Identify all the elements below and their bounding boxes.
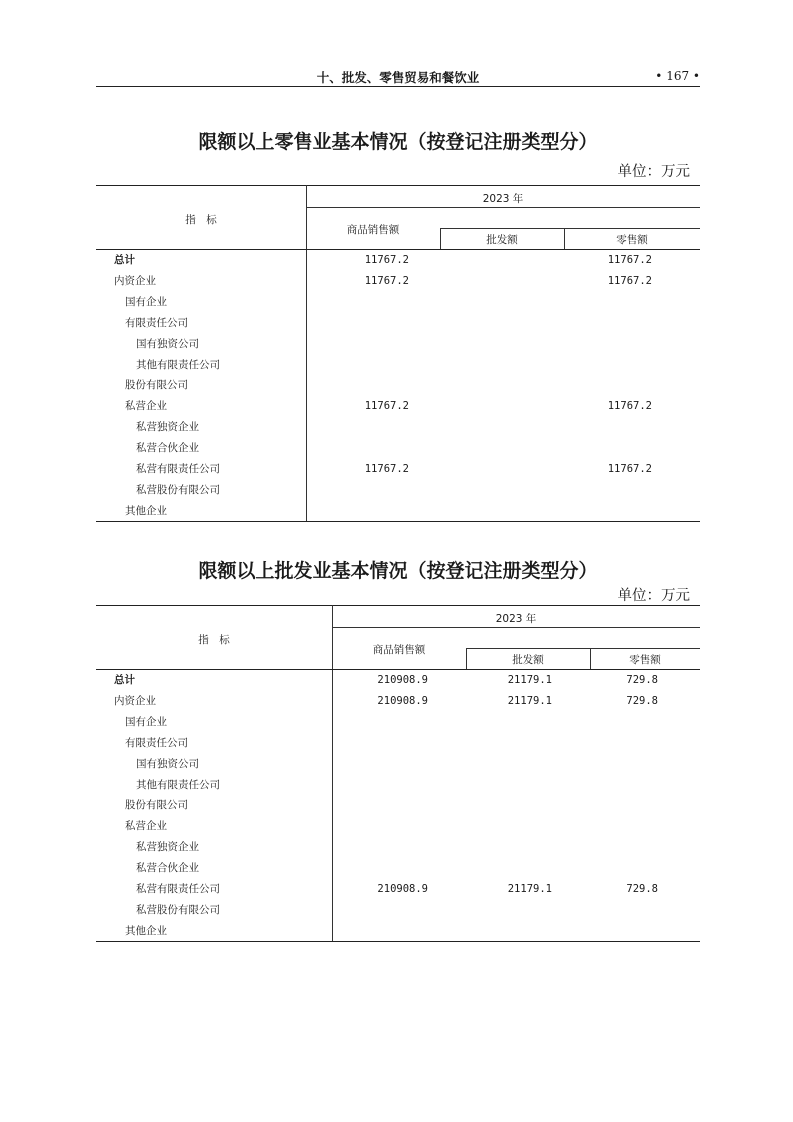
running-title: 十、批发、零售贸易和餐饮业 — [316, 70, 480, 85]
cell-retail: 729.8 — [626, 883, 658, 895]
row-label: 内资企业 — [114, 274, 156, 287]
row-label: 私营独资企业 — [136, 841, 199, 854]
table-row — [96, 670, 700, 691]
table-top-rule — [96, 605, 700, 606]
year-header: 2023 年 — [482, 193, 524, 205]
row-label: 私营股份有限公司 — [136, 903, 220, 916]
table-row — [96, 396, 700, 417]
row-label: 股份有限公司 — [125, 379, 188, 392]
cell-wholesale: 21179.1 — [507, 694, 552, 707]
header-subrule — [466, 648, 700, 649]
row-label: 其他有限责任公司 — [136, 358, 220, 371]
table-row — [96, 921, 700, 942]
table-row — [96, 271, 700, 292]
table-row — [96, 313, 700, 334]
table-row — [96, 858, 700, 879]
indicator-header: 指 标 — [198, 634, 230, 646]
table-row — [96, 250, 700, 271]
row-label: 私营企业 — [125, 820, 167, 833]
table-row — [96, 375, 700, 396]
table-row — [96, 879, 700, 900]
header-subrule — [440, 228, 700, 229]
table-row — [96, 459, 700, 480]
retail-header: 零售额 — [629, 654, 661, 666]
unit-label: 单位：万元 — [617, 164, 690, 180]
table-row — [96, 900, 700, 921]
cell-sales: 210908.9 — [377, 883, 428, 895]
row-label: 有限责任公司 — [125, 316, 188, 329]
unit-label: 单位：万元 — [617, 588, 690, 604]
row-label: 私营合伙企业 — [136, 862, 199, 875]
retail-header: 零售额 — [616, 234, 648, 246]
cell-retail: 11767.2 — [607, 463, 652, 475]
table-title: 限额以上批发业基本情况（按登记注册类型分） — [198, 560, 598, 582]
wholesale-header: 批发额 — [512, 654, 544, 666]
table-row — [96, 334, 700, 355]
row-label: 国有企业 — [125, 715, 167, 728]
row-label: 私营合伙企业 — [136, 442, 199, 455]
table-row — [96, 775, 700, 796]
row-label: 国有企业 — [125, 295, 167, 308]
row-label: 股份有限公司 — [125, 799, 188, 812]
table-row — [96, 355, 700, 376]
cell-retail: 729.8 — [626, 694, 658, 707]
row-label: 私营独资企业 — [136, 421, 199, 434]
table-row — [96, 837, 700, 858]
page-number: • 167 • — [655, 69, 700, 83]
row-label: 国有独资公司 — [136, 757, 199, 770]
sales-header: 商品销售额 — [372, 644, 426, 656]
cell-sales: 11767.2 — [364, 254, 409, 266]
table-row — [96, 480, 700, 501]
data-table — [96, 605, 700, 942]
table-bottom-rule — [96, 521, 700, 522]
retail-table-section — [96, 120, 700, 530]
row-label: 国有独资公司 — [136, 337, 199, 350]
cell-sales: 11767.2 — [364, 274, 409, 287]
table-row — [96, 417, 700, 438]
table-row — [96, 712, 700, 733]
table-title: 限额以上零售业基本情况（按登记注册类型分） — [198, 131, 598, 153]
data-table — [96, 185, 700, 522]
cell-wholesale: 21179.1 — [507, 674, 552, 686]
row-label: 其他企业 — [125, 924, 167, 937]
header-rule — [306, 207, 700, 208]
cell-retail: 11767.2 — [607, 254, 652, 266]
row-label: 内资企业 — [114, 694, 156, 707]
header-rule — [332, 627, 700, 628]
table-row — [96, 691, 700, 712]
table-row — [96, 816, 700, 837]
table-row — [96, 754, 700, 775]
wholesale-table-section — [96, 540, 700, 950]
row-label: 私营股份有限公司 — [136, 483, 220, 496]
row-label: 其他有限责任公司 — [136, 778, 220, 791]
row-label: 私营有限责任公司 — [136, 883, 220, 895]
table-row — [96, 795, 700, 816]
cell-sales: 11767.2 — [364, 400, 409, 413]
table-row — [96, 501, 700, 522]
row-label: 总计 — [114, 254, 135, 266]
wholesale-header: 批发额 — [486, 234, 518, 246]
cell-sales: 210908.9 — [377, 694, 428, 707]
sales-header: 商品销售额 — [346, 224, 400, 236]
cell-wholesale: 21179.1 — [507, 883, 552, 895]
cell-sales: 11767.2 — [364, 463, 409, 475]
cell-retail: 729.8 — [626, 674, 658, 686]
table-row — [96, 292, 700, 313]
row-label: 私营有限责任公司 — [136, 463, 220, 475]
table-row — [96, 438, 700, 459]
row-label: 总计 — [114, 674, 135, 686]
table-row — [96, 733, 700, 754]
running-header — [96, 68, 700, 87]
cell-retail: 11767.2 — [607, 274, 652, 287]
row-label: 私营企业 — [125, 400, 167, 413]
cell-retail: 11767.2 — [607, 400, 652, 413]
year-header: 2023 年 — [495, 613, 537, 625]
table-top-rule — [96, 185, 700, 186]
indicator-header: 指 标 — [185, 214, 217, 226]
cell-sales: 210908.9 — [377, 674, 428, 686]
table-bottom-rule — [96, 941, 700, 942]
row-label: 其他企业 — [125, 504, 167, 517]
row-label: 有限责任公司 — [125, 736, 188, 749]
